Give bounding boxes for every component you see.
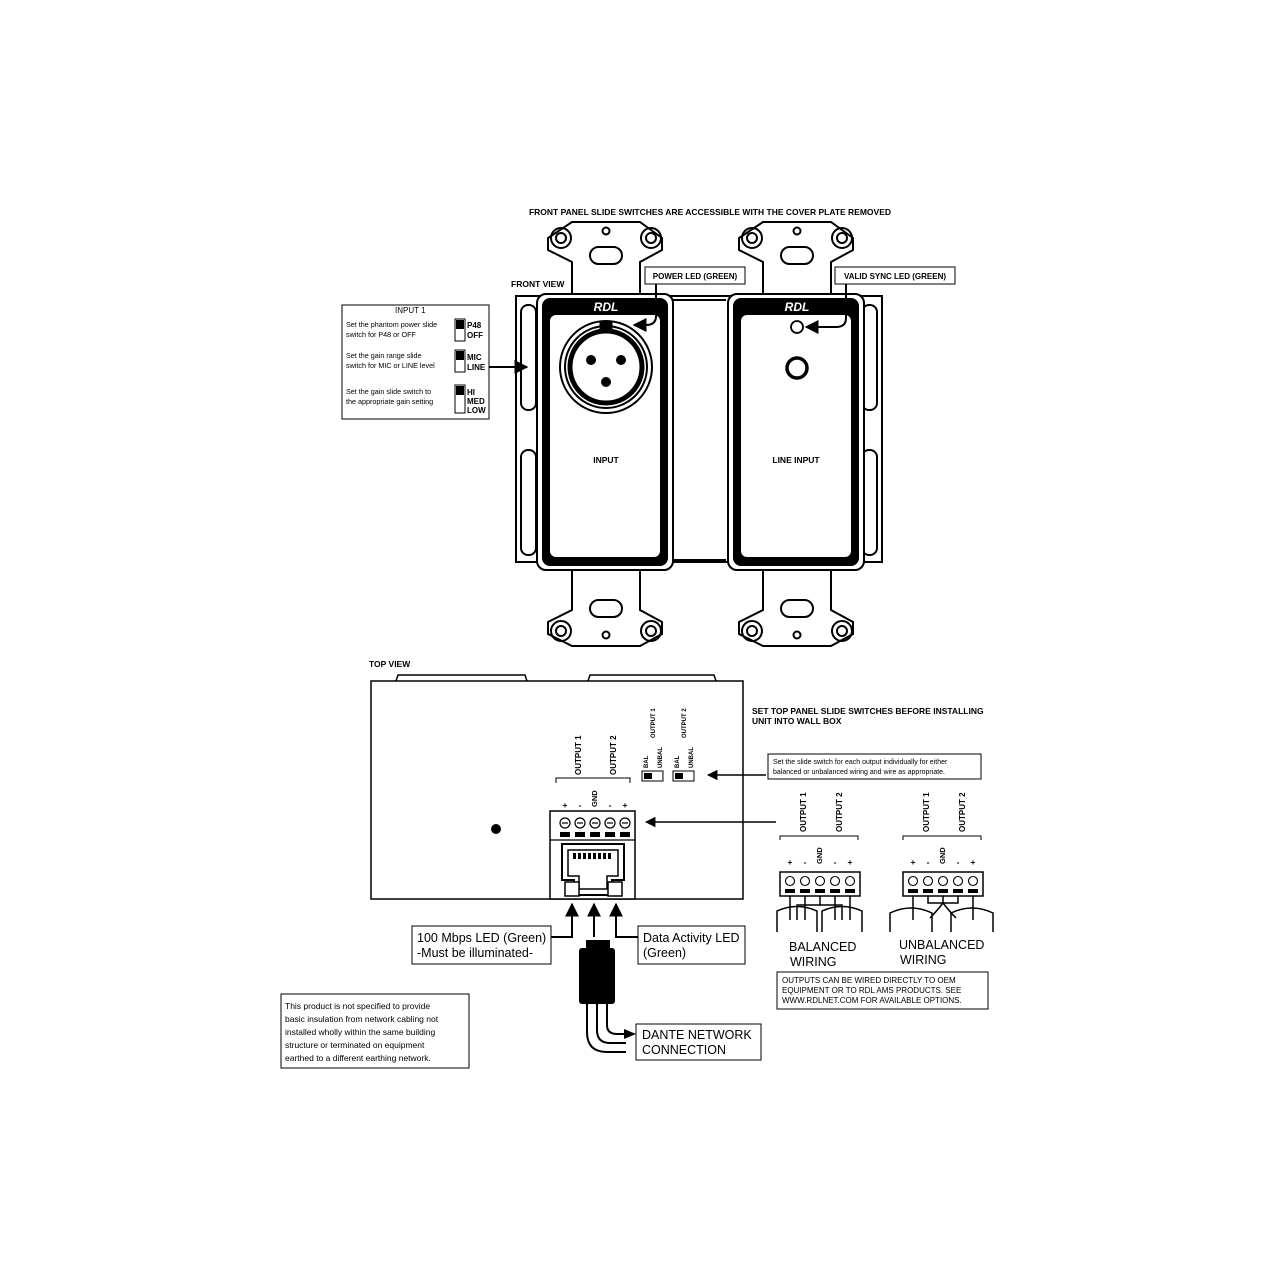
input-plate (537, 294, 673, 570)
bal-output1-label: OUTPUT 1 (799, 792, 808, 832)
balanced-label-1: BALANCED (789, 940, 857, 954)
valid-sync-led-label: VALID SYNC LED (GREEN) (843, 272, 947, 281)
unbalanced-label-2: WIRING (900, 953, 947, 967)
top-view-screw-hole (491, 824, 501, 834)
dante-line1: DANTE NETWORK (642, 1028, 752, 1042)
ethernet-cable (579, 940, 636, 1052)
top-output2-label: OUTPUT 2 (609, 735, 618, 775)
bal-output2-label: OUTPUT 2 (835, 792, 844, 832)
gain-range-opt-mic: MIC (467, 353, 482, 362)
led-data-arrow (616, 904, 638, 937)
set-switches-line1: SET TOP PANEL SLIDE SWITCHES BEFORE INSTALLING (752, 706, 984, 716)
brand-logo-right: RDL (784, 300, 810, 314)
top-minus-1: - (578, 800, 582, 810)
gain-opt-low: LOW (467, 406, 486, 415)
gain-text-1: Set the gain slide switch to (346, 387, 432, 396)
gain-range-opt-line: LINE (467, 363, 486, 372)
bal-gnd: GND (815, 847, 824, 864)
bottom-left-mounting-ear (548, 570, 662, 646)
slide-note-line1: Set the slide switch for each output individually for either (773, 759, 948, 766)
unbal-minus-2: - (956, 857, 960, 867)
front-view-label: FRONT VIEW (511, 279, 565, 289)
disclaimer-line3: installed wholly within the same building (285, 1027, 436, 1037)
led-100mbps-line1: 100 Mbps LED (Green) (417, 931, 547, 945)
balanced-label-2: WIRING (790, 955, 837, 969)
rj45-port (562, 844, 624, 896)
unbal-output2-label: OUTPUT 2 (958, 792, 967, 832)
phantom-opt-p48: P48 (467, 321, 482, 330)
switch1-unbal: UNBAL (658, 747, 664, 768)
front-header-note: FRONT PANEL SLIDE SWITCHES ARE ACCESSIBLE WITH THE COVER PLATE REMOVED (528, 207, 892, 217)
gain-range-text-2: switch for MIC or LINE level (346, 361, 435, 370)
top-right-mounting-ear (739, 222, 853, 296)
top-view-label: TOP VIEW (369, 659, 411, 669)
gain-opt-med: MED (467, 397, 485, 406)
phantom-text-2: switch for P48 or OFF (346, 330, 416, 339)
led-data-activity (608, 882, 622, 896)
unbalanced-label-1: UNBALANCED (899, 938, 985, 952)
switch1-bal: BAL (644, 755, 650, 768)
oem-note-line1: OUTPUTS CAN BE WIRED DIRECTLY TO OEM (782, 976, 956, 985)
balanced-wiring-diagram (777, 792, 862, 969)
top-output1-label: OUTPUT 1 (574, 735, 583, 775)
top-minus-2: - (608, 800, 612, 810)
oem-note-line3: WWW.RDLNET.COM FOR AVAILABLE OPTIONS. (782, 996, 962, 1005)
unbal-plus-1: + (910, 857, 916, 867)
line-input-label: LINE INPUT (772, 455, 820, 465)
disclaimer-line4: structure or terminated on equipment (285, 1040, 425, 1050)
slide-note-line2: balanced or unbalanced wiring and wire as appropriate. (773, 769, 945, 776)
switch2-bal: BAL (675, 755, 681, 768)
unbal-output1-label: OUTPUT 1 (922, 792, 931, 832)
line-input-plate (728, 294, 864, 570)
unbal-plus-2: + (970, 857, 976, 867)
phantom-text-1: Set the phantom power slide (346, 320, 438, 329)
led-100mbps (565, 882, 579, 896)
set-switches-line2: UNIT INTO WALL BOX (752, 716, 842, 726)
top-plus-2: + (622, 800, 628, 810)
switch2-unbal: UNBAL (689, 747, 695, 768)
bal-minus-1: - (803, 857, 807, 867)
disclaimer-line2: basic insulation from network cabling not (285, 1014, 439, 1024)
dante-line2: CONNECTION (642, 1043, 727, 1057)
gain-opt-hi: HI (467, 388, 475, 397)
input1-settings-box (342, 305, 489, 419)
top-gnd: GND (590, 790, 599, 807)
disclaimer-line5: earthed to a different earthing network. (285, 1053, 431, 1063)
unbal-gnd: GND (938, 847, 947, 864)
led-data-line1: Data Activity LED (643, 931, 740, 945)
switch-output2-label: OUTPUT 2 (682, 708, 688, 738)
oem-note-line2: EQUIPMENT OR TO RDL AMS PRODUCTS. SEE (782, 986, 962, 995)
power-led-label: POWER LED (GREEN) (652, 272, 738, 281)
led-100mbps-line2: -Must be illuminated- (417, 946, 534, 960)
input1-title: INPUT 1 (395, 306, 426, 315)
led-data-line2: (Green) (643, 946, 687, 960)
brand-logo-left: RDL (593, 300, 619, 314)
switch-output1-label: OUTPUT 1 (651, 708, 657, 738)
top-plus-1: + (562, 800, 568, 810)
gain-range-text-1: Set the gain range slide (346, 351, 422, 360)
unbal-minus-1: - (926, 857, 930, 867)
bottom-right-mounting-ear (739, 570, 853, 646)
disclaimer-line1: This product is not specified to provide (285, 1001, 431, 1011)
bal-minus-2: - (833, 857, 837, 867)
unbalanced-wiring-diagram (890, 792, 993, 967)
bal-plus-1: + (787, 857, 793, 867)
led-100mbps-arrow (551, 904, 572, 937)
top-left-mounting-ear (548, 222, 662, 296)
gain-text-2: the appropriate gain setting (346, 397, 434, 406)
bal-plus-2: + (847, 857, 853, 867)
input-label: INPUT (593, 455, 619, 465)
phantom-opt-off: OFF (467, 331, 483, 340)
